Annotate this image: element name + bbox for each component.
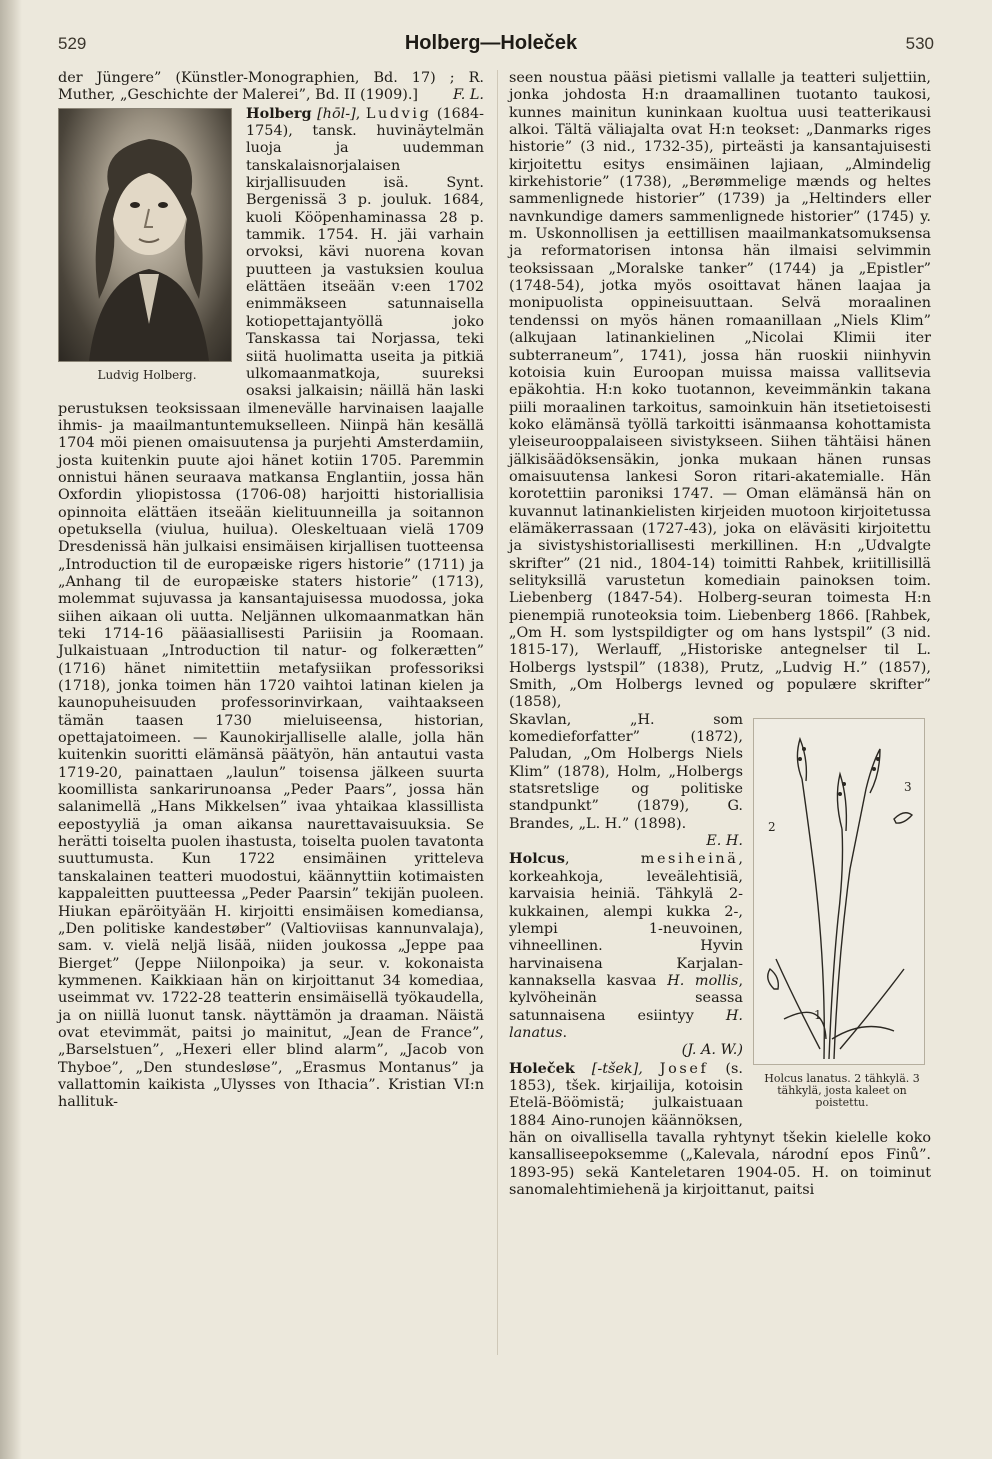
holcus-entry: Holcus, mesiheinä, korkeahkoja, leveälehtisiä, karvaisia heiniä. Tähkylä 2-kukkainen, alempi kukka 2-, ylempi 1-neuvoinen, vihneellinen. Hyvin harvinaisena Karjalan-kannaksella kasvaa H. mollis, kylvöheinän seassa satunnaisena esiintyy H. lanatus. [509,850,744,1041]
portrait-figure [58,108,236,382]
page-number-right: 530 [905,34,934,53]
holberg-portrait [58,108,232,362]
running-header [48,30,934,64]
holberg-pronunciation: [hōl-] [317,105,356,122]
grass-drawing [754,719,924,1064]
plant-figure [753,718,931,1109]
holberg-entry: Holberg [hōl-], Ludvig Ludvig Holberg. (1684-1754), tansk. huvinäytelmän luoja ja uudemman tanskalaisnorjalaisen kirjallisuuden isä. Synt. Bergenissä 3 p. jouluk. 1684, kuoli Kööpenhaminassa 28 p. tammik. 1754. H. jäi varhain orvoksi, kävi nuorena kovan puutteen ja vastuksien koulua elättäen itseään v:een 1702 enimmäkseen satunnaisella kotiopettajantyöllä joko Tanskassa tai Norjassa, teki siitä huolimatta useita ja pitkiä ulkomaanmatkoja, suureksi osaksi jalkaisin; näillä hän laski perustuksen teoksissaan ilmenevälle harvinaisen laajalle ihmis- ja maailmantuntemukselleen. Niinpä hän kesällä 1704 möi pienen omaisuutensa ja purjehti Amsterdamiin, josta kuitenkin puute ajoi hänet kotiin 1705. Paremmin onnistui hänen seuraava matkansa Englantiin, jossa hän Oxfordin yliopistossa (1706-08) harjoitti historiallisia opinnoita elättäen itseään kielituunneilla ja soitannon opetuksella (viulua, huilua). Oleskeltuaan vielä 1709 Dresdenissä hän julkaisi ensimäisen kirjallisen tuotteensa „Introduction til de europæiske rigers historie” (1711) ja „Anhang til de europæiske staters historie” (1713), molemmat sujuvassa ja kansantajuisessa muodossa, joka siihen aikaan oli uutta. Neljännen ulkomaanmatkan hän teki 1714-16 pääasiallisesti Pariisiin ja Roomaan. Julkaistuaan „Introduction til natur- og folkerætten” (1716) hänet nimitettiin metafysiikan professoriksi (1718), jonka toimen hän 1720 vaihtoi latinan kielen ja kaunopuheisuuden professorinvirkaan, vaihtaakseen tämän taasen 1730 mieluiseensa, historian, opettajatoimeen. — Kaunokirjalliselle alalle, jolla hän kuitenkin suoritti elämänsä päätyön, hän antautui vasta 1719-20, painattaen „laulun” toisensa jälkeen suurta koomillista sankarirunoansa „Peder Paars”, jossa hän salanimellä „Hans Mikkelsen” ivaa yhtaikaa klassillista eepostyyliä ja oman aikansa naurettavaisuuksia. Se herätti toiselta puolen ihastusta, toiselta puolen tavatonta suuttumusta. Kun 1722 ensimäinen yritteleva tanskalainen teatteri muodostui, käännyttiin kotimaisten kappaleitten puutteessa „Peder Paarsin” tekijän puoleen. Hiukan epäröityään H. kirjoitti ensimäisen komediansa, „Den politiske kandestøber” (Valtioviisas kannunvalaja), sam. v. vielä neljä lisää, niiden joukossa „Jeppe paa Bierget” (Jeppe Niilonpoika) ja seur. v. kokonaista kymmenen. Kaikkiaan hän on kirjoittanut 34 komediaa, useimmat vv. 1722-28 teatterin ensimäisellä työkaudella, ja on niillä luonut tansk. näyttämön ja draaman. Näistä ovat etevimmät, paitsi jo mainitut, „Jean de France”, „Barselstuen”, „Hexeri eller blind alarm”, „Jacob von Thyboe”, „Den stundesløse”, „Erasmus Montanus” ja vallattomin kaikista „Ulysses von Ithacia”. Kristian VI:n hallituk- [58,104,484,1111]
holcus-headword: Holcus [509,850,565,868]
holcus-species-mollis: H. mollis [667,972,739,989]
holberg-given-name: Ludvig [365,105,432,122]
holcus-text-mid: , kylvöheinän seassa satunnaisena esiintyy [509,972,744,1024]
right-column [509,70,931,1199]
portrait-caption: Ludvig Holberg. [97,367,197,382]
holcus-signature: (J. A. W.) [681,1042,743,1059]
intro-text: der Jüngere” (Künstler-Monographien, Bd. 17) ; R. Muther, „Geschichte der Malerei”, Bd. II (1909).] [58,70,484,104]
portrait-engraving [59,109,231,361]
plant-label-3: 3 [904,779,912,794]
holecek-text: (s. 1853), tšek. kirjailija, kotoisin Etelä-Böömistä; julkaistuaan 1884 Aino-runojen käännöksen, hän on oivallisella tavalla ryhtynyt tšekin kielelle koko kansalliseepoksemme („Kalevala, národní epos Finů”. 1893-95) sekä Kanteletaren 1904-05. H. on toiminut sanomalehtimiehenä ja kirjoittanut, paitsi [509,1060,931,1198]
holberg-continuation: seen noustua pääsi pietismi vallalle ja teatteri suljettiin, jonka johdosta H:n draamallinen tuotanto taukosi, kunnes mainitun kuninkaan kuoltua uusi teatterikausi alkoi. Tältä väliajalta ovat H:n teokset: „Danmarks riges historie” (3 nid., 1732-35), pirteästi ja kansantajuisesti kirjoitettu esitys ensimäinen lajiaan, „Almindelig kirkehistorie” (1738), „Berømmelige mænds og heltes sammenlignede historier” (1739) ja „Heltinders eller navnkundige damers sammenlignede historier” (1745) y. m. Uskonnollisen ja eettillisen maailmankatsomuksensa ja reformatorisen intonsa hän ilmaisi selvimmin teoksissaan „Moralske tanker” (1744) ja „Epistler” (1748-54), jotka myös osoittavat hänen laajaa ja monipuolista oppineisuuttaan. Selvä moraalinen tendenssi on myös hänen romaanillaan „Niels Klim” (alkujaan latinankielinen „Nicolai Klimii iter subterraneum”, 1741), jossa hän ruoskii niinhyvin kotoisia kuin Euroopan muissa maissa vallitsevia epäkohtia. H:n koko tuotannon, keveimmänkin takana piili moraalinen tarkoitus, samoinkuin hän itsetietoisesti koko elämänsä työllä tarkoitti isänmaansa kohottamista yleiseurooppalaiseen sivistykseen. Siihen tähtäisi hänen jälkisäädöksensäkin, jonka mukaan hänen runsas omaisuutensa lankesi Soron ritari-akatemialle. Hän korotettiin paroniksi 1747. — Oman elämänsä hän on kuvannut latinankielisten kirjeiden muotoon kirjoitetussa elämäkerrassaan (1727-43), joka on eläväsiti kirjoitettu ja sivistyshistoriallisesti merkillinen. H:n „Udvalgte skrifter” (21 nid., 1804-14) toimitti Rahbek, kriitillisillä selityksillä varustetun komediain painoksen toim. Liebenberg (1847-54). Holberg-seuran toimesta H:n pienempiä runoteoksia toim. Liebenberg 1866. [Rahbek, „Om H. som lystspildigter og om hans lystspil” (3 nid. 1815-17), Werlauff, „Historiske antegnelser til L. Holbergs lystspil” (1838), Prutz, „Ludvig H.” (1857), Smith, „Om Holbergs levned og populære skrifter” (1858), [509,70,931,711]
page-number-left: 529 [58,34,87,53]
holecek-given-name: Josef [659,1060,709,1077]
running-title: Holberg—Holeček [404,32,578,54]
intro-paragraph [58,70,484,105]
intro-signature: F. L. [452,87,484,104]
holcus-text-end: . [562,1024,568,1041]
holcus-species-lanatus: H. lanatus [509,1007,743,1041]
left-column [58,70,484,1112]
holberg-text: (1684-1754), tansk. huvinäytelmän luoja ja uudemman tanskalaisnorjalaisen kirjallisuuden isä. Synt. Bergenissä 3 p. jouluk. 1684, kuoli Kööpenhaminassa 28 p. tammik. 1754. H. jäi varhain orvoksi, kävi nuorena kovan puutteen ja vastuksien koulua elättäen itseään v:een 1702 enimmäkseen satunnaisella kotiopettajantyöllä joko Tanskassa tai Norjassa, teki siitä huolimatta useita ja pitkiä ulkomaanmatkoja, suureksi osaksi jalkaisin; näillä hän laski perustuksen teoksissaan ilmenevälle harvinaisen laajalle ihmis- ja maailmantuntemukselleen. Niinpä hän kesällä 1704 möi pienen omaisuutensa ja purjehti Amsterdamiin, josta kuitenkin puute ajoi hänet kotiin 1705. Paremmin onnistui hänen seuraava matkansa Englantiin, jossa hän Oxfordin yliopistossa (1706-08) harjoitti historiallisia opinnoita elättäen itseään kielituunneilla ja soitannon opetuksella (viulua, huilua). Oleskeltuaan vielä 1709 Dresdenissä hän julkaisi ensimäisen kirjallisen tuotteensa „Introduction til de europæiske rigers historie” (1711) ja „Anhang til de europæiske staters historie” (1713), molemmat sujuvassa ja kansantajuisessa muodossa, joka siihen aikaan oli uutta. Neljännen ulkomaanmatkan hän teki 1714-16 pääasiallisesti Pariisiin ja Roomaan. Julkaistuaan „Introduction til natur- og folkerætten” (1716) hänet nimitettiin metafysiikan professoriksi (1718), jonka toimen hän 1720 vaihtoi latinan kielen ja kaunopuheisuuden professorinvirkaan, vaihtaakseen tämän taasen 1730 mieluiseensa, historian, opettajatoimeen. — Kaunokirjalliselle alalle, jolla hän kuitenkin suoritti elämänsä päätyön, hän antautui vasta 1719-20, painattaen „laulun” toisensa jälkeen suurta koomillista sankarirunoansa „Peder Paars”, jossa hän salanimellä „Hans Mikkelsen” ivaa yhtaikaa klassillista eepostyyliä ja oman aikansa naurettavaisuuksia. Se herätti toiselta puolen ihastusta, toiselta puolen tavatonta suuttumusta. Kun 1722 ensimäinen yritteleva tanskalainen teatteri muodostui, käännyttiin kotimaisten kappaleitten puutteessa „Peder Paarsin” tekijän puoleen. Hiukan epäröityään H. kirjoitti ensimäisen komediansa, „Den politiske kandestøber” (Valtioviisas kannunvalaja), sam. v. vielä neljä lisää, niiden joukossa „Jeppe paa Bierget” (Jeppe Niilonpoika) ja seur. v. kokonaista kymmenen. Kaikkiaan hän on kirjoittanut 34 komediaa, useimmat vv. 1722-28 teatterin ensimäisellä työkaudella, ja on niillä luonut tansk. näyttämön ja draaman. Näistä ovat etevimmät, paitsi jo mainitut, „Jean de France”, „Barselstuen”, „Hexeri eller blind alarm”, „Jacob von Thyboe”, „Den stundesløse”, „Erasmus Montanus” ja vallattomin kaikista „Ulysses von Ithacia”. Kristian VI:n hallituk- [58,105,484,1111]
plant-caption: Holcus lanatus. 2 tähkylä. 3 tähkylä, josta kaleet on poistettu. [764,1071,920,1109]
holcus-illustration [753,718,925,1065]
holberg-headword: Holberg [246,104,312,122]
plant-label-1: 1 [814,1007,822,1022]
page-binding-shadow [0,0,22,1459]
holecek-headword: Holeček [509,1059,575,1077]
holecek-pronunciation: [-tšek], [591,1060,643,1077]
holcus-text: , korkeahkoja, leveälehtisiä, karvaisia heiniä. Tähkylä 2-kukkainen, alempi kukka 2-, ylempi 1-neuvoinen, vihneellinen. Hyvin harvinaisena Karjalan-kannaksella kasvaa [509,851,743,989]
column-divider [497,70,498,1355]
plant-label-2: 2 [768,819,776,834]
holberg-signature: E. H. [706,833,743,850]
holcus-common-name: mesiheinä [640,851,739,868]
bibliography-continuation: Skavlan, „H. som komedieforfatter” (1872), Paludan, „Om Holbergs Niels Klim” (1878), Holm, „Holbergs statsretslige og politiske standpunkt” (1879), G. Brandes, „L. H.” (1898). [509,711,743,832]
